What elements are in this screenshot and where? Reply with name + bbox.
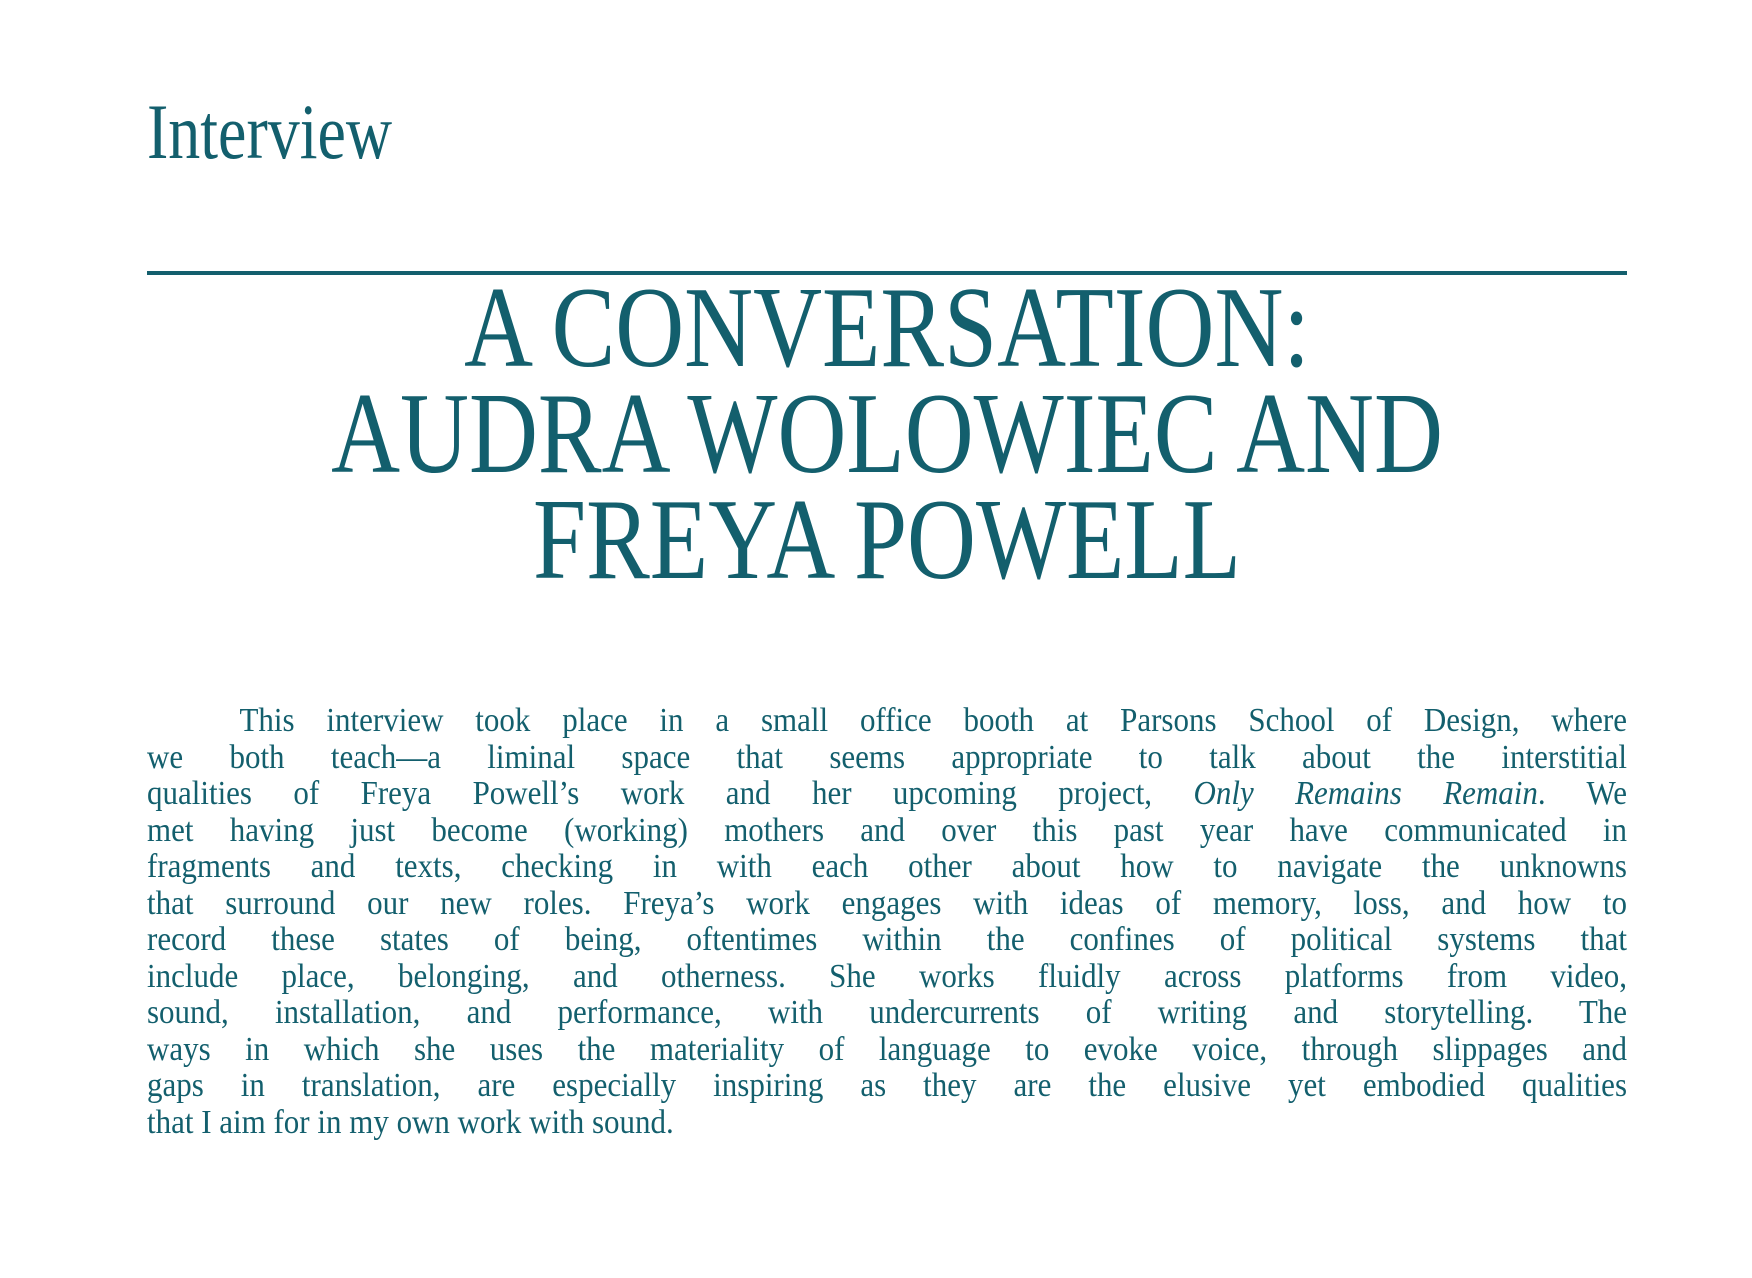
italic-work-title: Only Remains Remain <box>1193 775 1538 812</box>
paragraph-line: fragments and texts, checking in with each other about how to navigate the unknowns <box>147 848 1627 885</box>
paragraph-line: include place, belonging, and otherness. She works fluidly across platforms from video, <box>147 957 1627 995</box>
paragraph-line: qualities of Freya Powell’s work and her upcoming project, Only Remains Remain. We <box>147 775 1627 812</box>
paragraph-line: sound, installation, and performance, with undercurrents of writing and storytelling. The <box>147 994 1627 1031</box>
paragraph-line: we both teach—a liminal space that seems appropriate to talk about the interstitial <box>147 738 1627 776</box>
paragraph-line: ways in which she uses the materiality of language to evoke voice, through slippages and <box>147 1030 1627 1068</box>
section-kicker: Interview <box>147 88 393 175</box>
paragraph-line: This interview took place in a small office booth at Parsons School of Design, where <box>239 702 1627 739</box>
article-title <box>147 264 1627 603</box>
paragraph-line: that surround our new roles. Freya’s work engages with ideas of memory, loss, and how to <box>147 884 1627 922</box>
paragraph-line: met having just become (working) mothers and over this past year have communicated in <box>147 811 1627 849</box>
paragraph-line: record these states of being, oftentimes within the confines of political systems that <box>147 921 1627 958</box>
article-intro-paragraph <box>147 703 1627 1141</box>
article-title-line: AUDRA WOLOWIEC AND <box>331 370 1443 497</box>
paragraph-line: gaps in translation, are especially inspiring as they are the elusive yet embodied qualities <box>147 1067 1627 1104</box>
article-title-line: FREYA POWELL <box>533 476 1241 603</box>
paragraph-line: that I aim for in my own work with sound. <box>147 1103 674 1141</box>
article-title-line: A CONVERSATION: <box>464 264 1310 391</box>
